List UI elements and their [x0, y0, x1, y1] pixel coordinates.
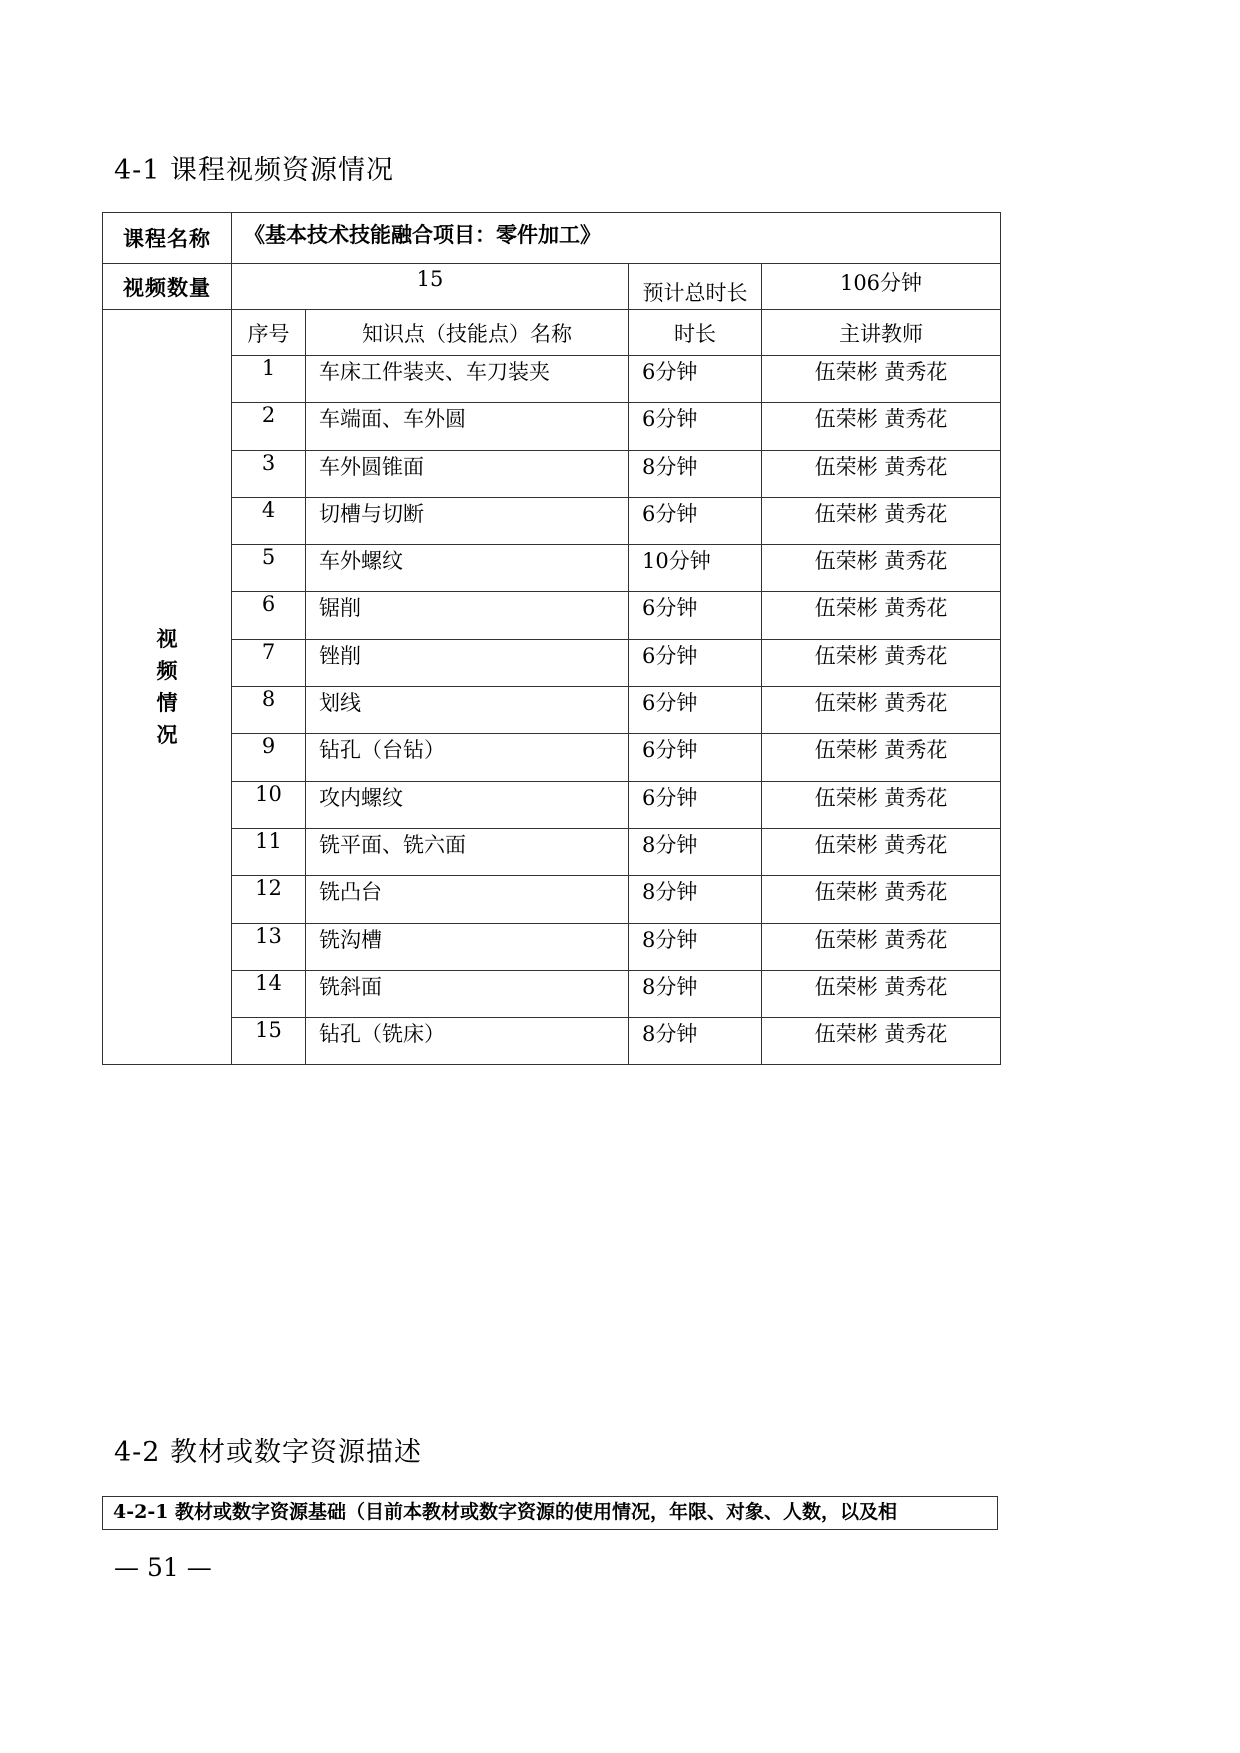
table-row [103, 687, 1001, 734]
row-teacher: 伍荣彬 黄秀花 [762, 639, 1001, 686]
row-number: 11 [232, 828, 306, 875]
row-topic-name: 车端面、车外圆 [306, 403, 629, 450]
course-name-row [103, 213, 1001, 264]
row-number: 9 [232, 734, 306, 781]
page-number: — 51 — [114, 1553, 212, 1582]
table-row [103, 734, 1001, 781]
row-teacher: 伍荣彬 黄秀花 [762, 970, 1001, 1017]
row-topic-name: 锉削 [306, 639, 629, 686]
header-duration: 时长 [629, 310, 762, 356]
row-topic-name: 钻孔（台钻） [306, 734, 629, 781]
row-number: 14 [232, 970, 306, 1017]
row-duration: 6分钟 [629, 639, 762, 686]
row-duration: 6分钟 [629, 687, 762, 734]
video-table-header-row [103, 310, 1001, 356]
row-duration: 8分钟 [629, 923, 762, 970]
row-number: 4 [232, 497, 306, 544]
row-number: 12 [232, 876, 306, 923]
row-duration: 8分钟 [629, 876, 762, 923]
table-row [103, 403, 1001, 450]
video-count-value: 15 [232, 264, 629, 310]
row-teacher: 伍荣彬 黄秀花 [762, 687, 1001, 734]
row-duration: 10分钟 [629, 545, 762, 592]
row-topic-name: 攻内螺纹 [306, 781, 629, 828]
row-number: 3 [232, 450, 306, 497]
table-row [103, 497, 1001, 544]
row-topic-name: 锯削 [306, 592, 629, 639]
table-row [103, 356, 1001, 403]
row-duration: 6分钟 [629, 592, 762, 639]
row-duration: 8分钟 [629, 970, 762, 1017]
table-row [103, 639, 1001, 686]
row-teacher: 伍荣彬 黄秀花 [762, 781, 1001, 828]
row-number: 13 [232, 923, 306, 970]
row-topic-name: 铣沟槽 [306, 923, 629, 970]
table-row [103, 828, 1001, 875]
row-teacher: 伍荣彬 黄秀花 [762, 1018, 1001, 1065]
table-row [103, 781, 1001, 828]
row-topic-name: 钻孔（铣床） [306, 1018, 629, 1065]
row-duration: 6分钟 [629, 403, 762, 450]
row-teacher: 伍荣彬 黄秀花 [762, 545, 1001, 592]
row-topic-name: 切槽与切断 [306, 497, 629, 544]
header-teacher: 主讲教师 [762, 310, 1001, 356]
table-row [103, 545, 1001, 592]
row-topic-name: 划线 [306, 687, 629, 734]
video-count-label: 视频数量 [103, 264, 232, 310]
row-teacher: 伍荣彬 黄秀花 [762, 923, 1001, 970]
row-teacher: 伍荣彬 黄秀花 [762, 497, 1001, 544]
row-teacher: 伍荣彬 黄秀花 [762, 592, 1001, 639]
row-duration: 6分钟 [629, 734, 762, 781]
row-duration: 6分钟 [629, 497, 762, 544]
row-number: 2 [232, 403, 306, 450]
row-topic-name: 铣凸台 [306, 876, 629, 923]
video-resource-table [102, 212, 1001, 1065]
table-row [103, 1018, 1001, 1065]
course-name-value: 《基本技术技能融合项目：零件加工》 [232, 213, 1001, 264]
row-topic-name: 车外圆锥面 [306, 450, 629, 497]
table-row [103, 592, 1001, 639]
row-teacher: 伍荣彬 黄秀花 [762, 734, 1001, 781]
row-number: 5 [232, 545, 306, 592]
row-teacher: 伍荣彬 黄秀花 [762, 403, 1001, 450]
row-duration: 6分钟 [629, 781, 762, 828]
header-no: 序号 [232, 310, 306, 356]
row-duration: 8分钟 [629, 450, 762, 497]
total-duration-value: 106分钟 [762, 264, 1001, 310]
row-number: 8 [232, 687, 306, 734]
row-topic-name: 铣斜面 [306, 970, 629, 1017]
row-topic-name: 铣平面、铣六面 [306, 828, 629, 875]
row-number: 6 [232, 592, 306, 639]
row-number: 10 [232, 781, 306, 828]
row-topic-name: 车外螺纹 [306, 545, 629, 592]
row-teacher: 伍荣彬 黄秀花 [762, 450, 1001, 497]
course-name-label: 课程名称 [103, 213, 232, 264]
row-teacher: 伍荣彬 黄秀花 [762, 356, 1001, 403]
total-duration-label: 预计总时长 [629, 264, 762, 310]
row-number: 1 [232, 356, 306, 403]
row-teacher: 伍荣彬 黄秀花 [762, 828, 1001, 875]
row-number: 7 [232, 639, 306, 686]
row-duration: 8分钟 [629, 1018, 762, 1065]
row-topic-name: 车床工件装夹、车刀装夹 [306, 356, 629, 403]
subheading-4-2-1: 4-2-1 教材或数字资源基础（目前本教材或数字资源的使用情况，年限、对象、人数，以及相 [102, 1496, 998, 1530]
video-section-label: 视频情况 [103, 310, 232, 1065]
table-row [103, 876, 1001, 923]
row-number: 15 [232, 1018, 306, 1065]
section-heading-4-1: 4-1 课程视频资源情况 [114, 155, 395, 186]
row-teacher: 伍荣彬 黄秀花 [762, 876, 1001, 923]
row-duration: 6分钟 [629, 356, 762, 403]
row-duration: 8分钟 [629, 828, 762, 875]
video-count-row [103, 264, 1001, 310]
section-heading-4-2: 4-2 教材或数字资源描述 [114, 1437, 423, 1468]
header-name: 知识点（技能点）名称 [306, 310, 629, 356]
table-row [103, 450, 1001, 497]
table-row [103, 970, 1001, 1017]
table-row [103, 923, 1001, 970]
